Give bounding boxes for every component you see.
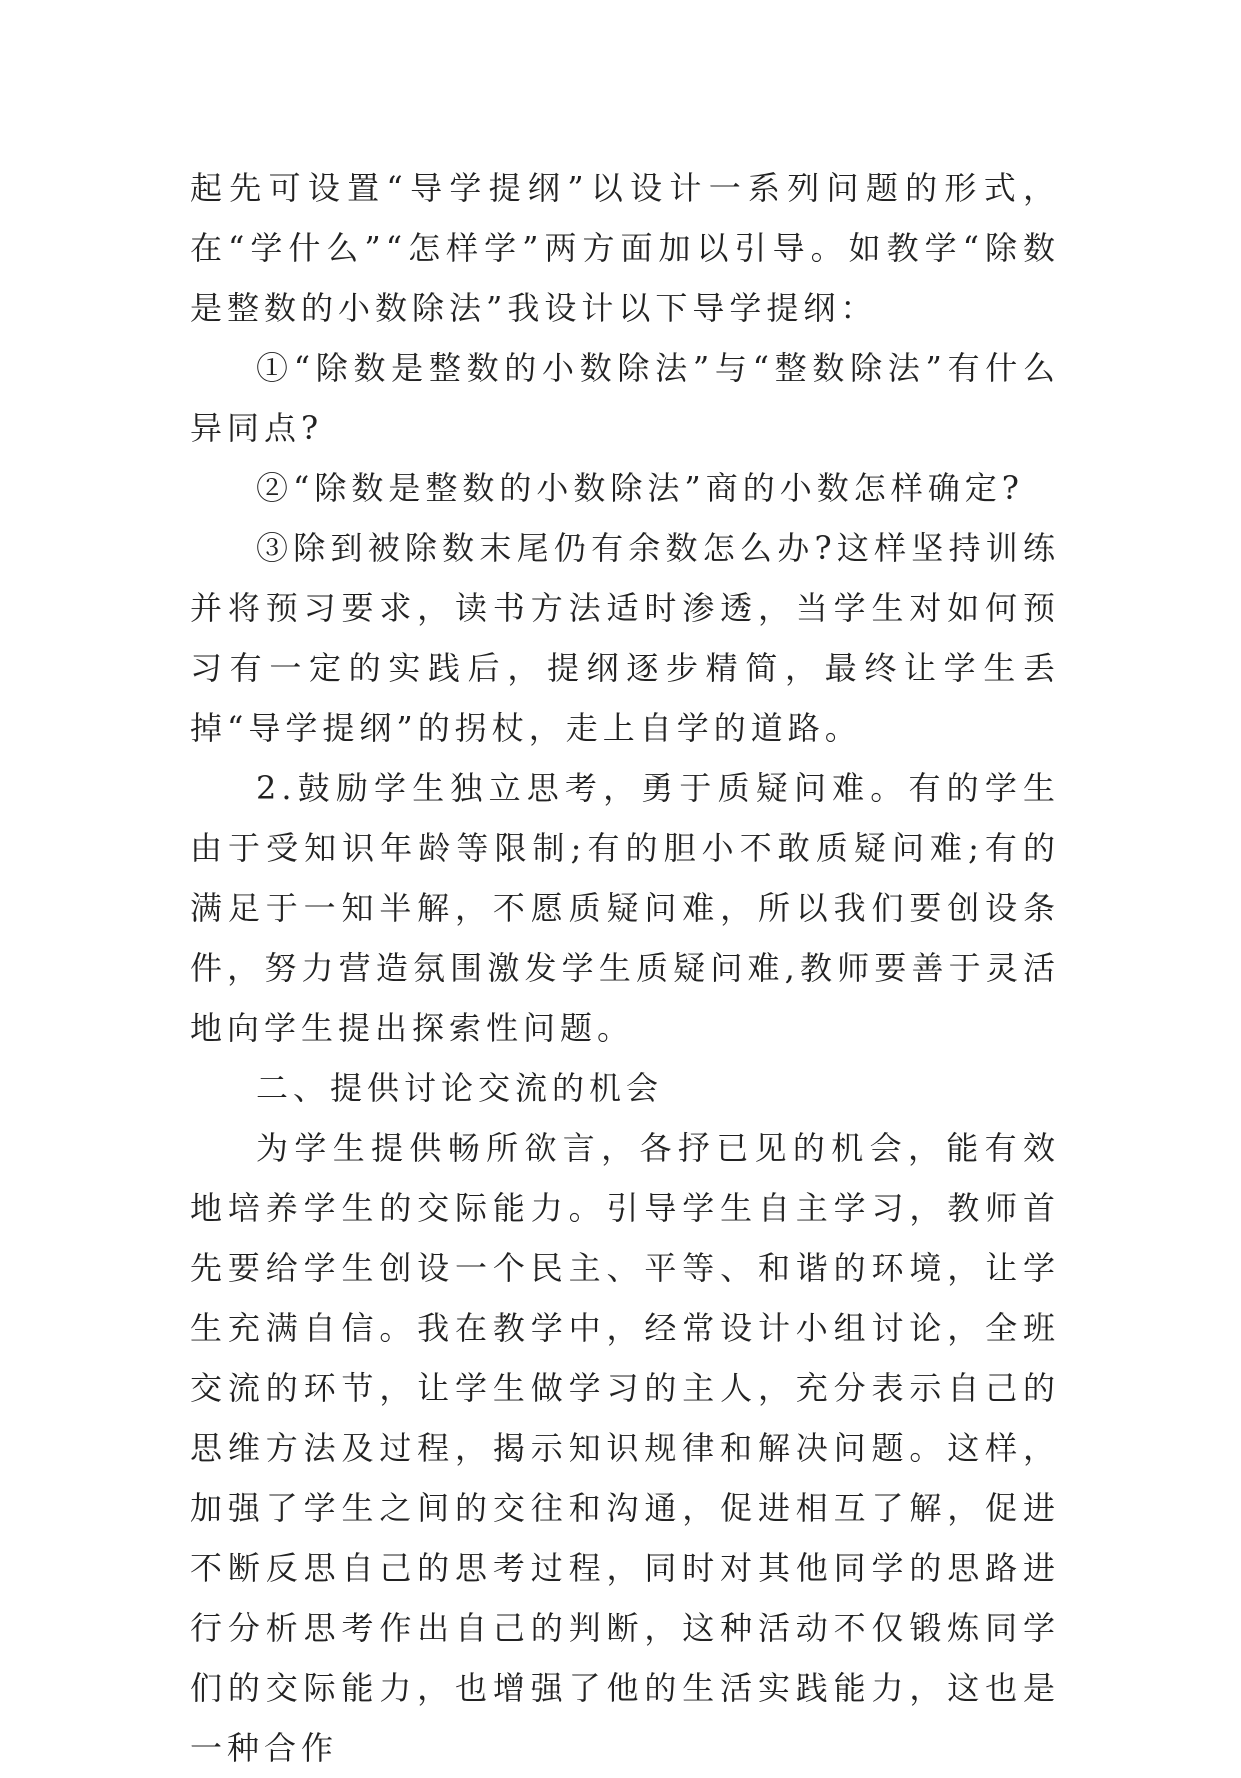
paragraph-question-3: ③除到被除数末尾仍有余数怎么办?这样坚持训练并将预习要求，读书方法适时渗透，当学生对如何预习有一定的实践后，提纲逐步精简，最终让学生丢掉“导学提纲”的拐杖，走上自学的道路。 (190, 529, 1060, 747)
paragraph-question-1: ①“除数是整数的小数除法”与“整数除法”有什么异同点? (190, 349, 1060, 447)
document-body (190, 158, 1060, 1778)
paragraph-question-2: ②“除数是整数的小数除法”商的小数怎样确定? (256, 469, 1024, 507)
paragraph-body: 为学生提供畅所欲言，各抒已见的机会，能有效地培养学生的交际能力。引导学生自主学习，教师首先要给学生创设一个民主、平等、和谐的环境，让学生充满自信。我在教学中，经常设计小组讨论，全班交流的环节，让学生做学习的主人，充分表示自己的思维方法及过程，揭示知识规律和解决问题。这样，加强了学生之间的交往和沟通，促进相互了解，促进不断反思自己的思考过程，同时对其他同学的思路进行分析思考作出自己的判断，这种活动不仅锻炼同学们的交际能力，也增强了他的生活实践能力，这也是一种合作 (190, 1129, 1060, 1767)
section-heading: 二、提供讨论交流的机会 (256, 1069, 664, 1107)
paragraph-point-2: 2.鼓励学生独立思考，勇于质疑问难。有的学生由于受知识年龄等限制;有的胆小不敢质疑问难;有的满足于一知半解，不愿质疑问难，所以我们要创设条件，努力营造氛围激发学生质疑问难,教师要善于灵活地向学生提出探索性问题。 (190, 769, 1060, 1047)
paragraph-continuation: 起先可设置“导学提纲”以设计一系列问题的形式，在“学什么”“怎样学”两方面加以引导。如教学“除数是整数的小数除法”我设计以下导学提纲： (190, 169, 1060, 327)
